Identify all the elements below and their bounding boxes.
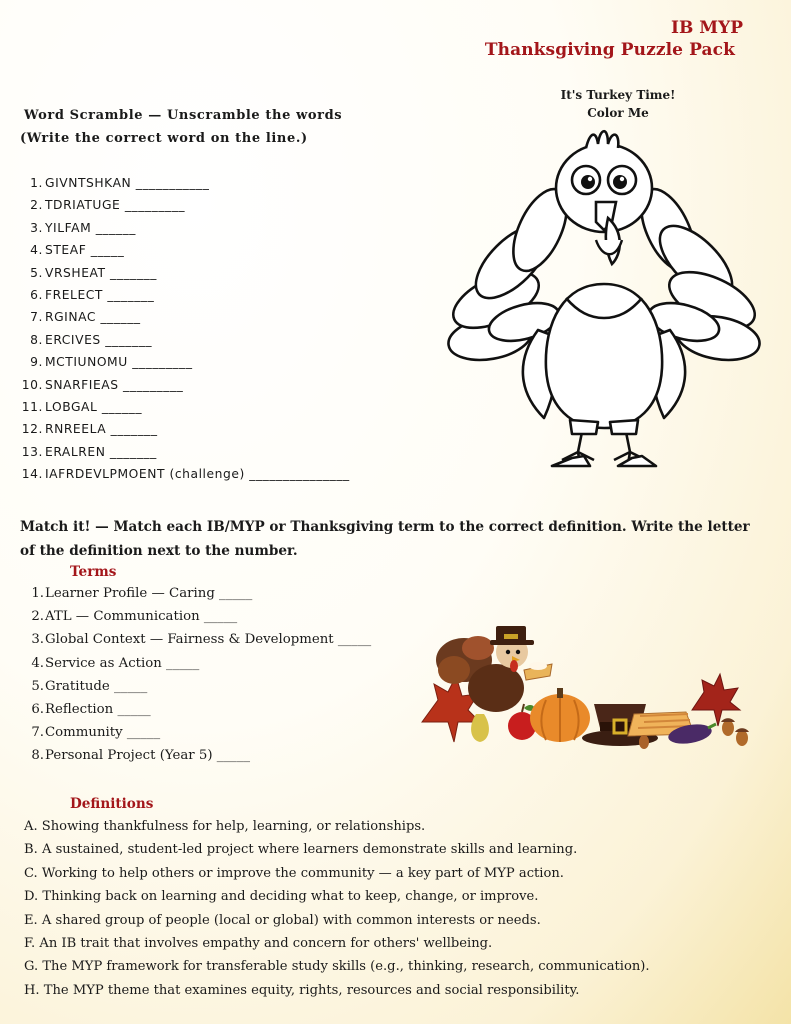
- match-instructions: Match it! — Match each IB/MYP or Thanksgiving term to the correct definition. Write the letter of the definition next to the number.: [20, 519, 750, 559]
- term-item: [20, 748, 371, 771]
- scramble-item: [20, 266, 350, 288]
- term-item: [20, 609, 371, 632]
- scramble-item-text: IAFRDEVLPMOENT (challenge) _______________: [45, 467, 350, 482]
- definitions-heading: Definitions: [70, 796, 154, 812]
- scramble-list: [20, 176, 350, 489]
- term-text: Global Context — Fairness & Development _____: [45, 632, 372, 648]
- definition-item: G. The MYP framework for transferable study skills (e.g., thinking, research, communication).: [24, 959, 650, 975]
- scramble-item-number: 7.: [30, 310, 43, 325]
- scramble-item-text: MCTIUNOMU _________: [45, 355, 193, 370]
- scramble-item-number: 6.: [30, 287, 43, 302]
- term-number: 2.: [31, 609, 44, 625]
- definition-item: E. A shared group of people (local or global) with common interests or needs.: [24, 912, 541, 928]
- term-text: Service as Action _____: [45, 655, 200, 671]
- scramble-item: [20, 176, 350, 198]
- scramble-item-text: RNREELA _______: [45, 422, 158, 437]
- term-text: Personal Project (Year 5) _____: [45, 748, 250, 764]
- definition-item: F. An IB trait that involves empathy and concern for others' wellbeing.: [24, 935, 493, 951]
- scramble-item-text: STEAF _____: [45, 243, 125, 258]
- scramble-item-number: 8.: [30, 332, 43, 347]
- term-text: Reflection _____: [45, 701, 151, 717]
- scramble-item-number: 3.: [30, 220, 43, 235]
- scramble-item: [20, 445, 350, 467]
- term-item: [20, 702, 371, 725]
- scramble-item-number: 10.: [21, 377, 43, 392]
- scramble-item-number: 14.: [21, 467, 43, 482]
- term-item: [20, 679, 371, 702]
- scramble-item-text: FRELECT _______: [45, 287, 155, 302]
- scramble-item: [20, 288, 350, 310]
- scramble-item-text: SNARFIEAS _________: [45, 377, 184, 392]
- scramble-item-number: 4.: [30, 243, 43, 258]
- turkey-coloring-illustration: [446, 122, 762, 484]
- definition-item: C. Working to help others or improve the community — a key part of MYP action.: [24, 865, 564, 881]
- term-text: Gratitude _____: [45, 678, 148, 694]
- scramble-item: [20, 310, 350, 332]
- scramble-item-text: GIVNTSHKAN ___________: [45, 176, 210, 190]
- term-item: [20, 656, 371, 679]
- term-item: [20, 632, 371, 655]
- scramble-item-text: YILFAM ______: [45, 220, 136, 235]
- term-number: 5.: [31, 678, 44, 694]
- term-item: [20, 725, 371, 748]
- header-subtitle: Thanksgiving Puzzle Pack: [484, 40, 735, 60]
- definitions-list: [24, 819, 650, 1006]
- scramble-item-number: 5.: [30, 265, 43, 280]
- scramble-item-text: TDRIATUGE _________: [45, 198, 186, 213]
- term-number: 4.: [31, 655, 44, 671]
- scramble-item: [20, 400, 350, 422]
- term-item: [20, 586, 371, 609]
- coloring-title: It's Turkey Time!: [560, 88, 676, 102]
- term-text: ATL — Communication _____: [45, 609, 238, 625]
- term-number: 3.: [31, 632, 44, 648]
- term-text: Learner Profile — Caring _____: [45, 586, 253, 601]
- definition-item: A. Showing thankfulness for help, learning, or relationships.: [24, 819, 426, 834]
- scramble-item: [20, 378, 350, 400]
- scramble-item: [20, 221, 350, 243]
- coloring-subtitle: Color Me: [587, 106, 649, 120]
- term-number: 1.: [31, 586, 44, 601]
- scramble-item-number: 1.: [30, 176, 43, 190]
- scramble-item: [20, 467, 350, 489]
- scramble-item-text: RGINAC ______: [45, 310, 141, 325]
- terms-heading: Terms: [70, 564, 117, 580]
- term-number: 6.: [31, 701, 44, 717]
- scramble-item-text: VRSHEAT _______: [45, 265, 157, 280]
- scramble-item: [20, 355, 350, 377]
- definition-item: H. The MYP theme that examines equity, rights, resources and social responsibility.: [24, 982, 580, 998]
- definition-item: B. A sustained, student-led project where learners demonstrate skills and learning.: [24, 842, 578, 858]
- scramble-item-number: 9.: [30, 355, 43, 370]
- scramble-item-number: 11.: [21, 399, 43, 414]
- scramble-item-text: ERCIVES _______: [45, 332, 153, 347]
- scramble-item: [20, 243, 350, 265]
- scramble-title: Word Scramble — Unscramble the words: [24, 108, 343, 123]
- header-title: IB MYP: [671, 18, 743, 38]
- term-number: 7.: [31, 725, 44, 741]
- term-text: Community _____: [45, 725, 161, 741]
- scramble-item-number: 13.: [21, 444, 43, 459]
- scramble-item-number: 12.: [21, 422, 43, 437]
- harvest-illustration: [418, 604, 754, 752]
- term-number: 8.: [31, 748, 44, 764]
- scramble-item: [20, 333, 350, 355]
- scramble-item-text: ERALREN _______: [45, 444, 157, 459]
- terms-list: [20, 586, 371, 772]
- scramble-item-number: 2.: [30, 198, 43, 213]
- scramble-item: [20, 422, 350, 444]
- scramble-item-text: LOBGAL ______: [45, 399, 143, 414]
- scramble-item: [20, 198, 350, 220]
- scramble-subtitle: (Write the correct word on the line.): [20, 131, 308, 146]
- definition-item: D. Thinking back on learning and deciding what to keep, change, or improve.: [24, 889, 539, 905]
